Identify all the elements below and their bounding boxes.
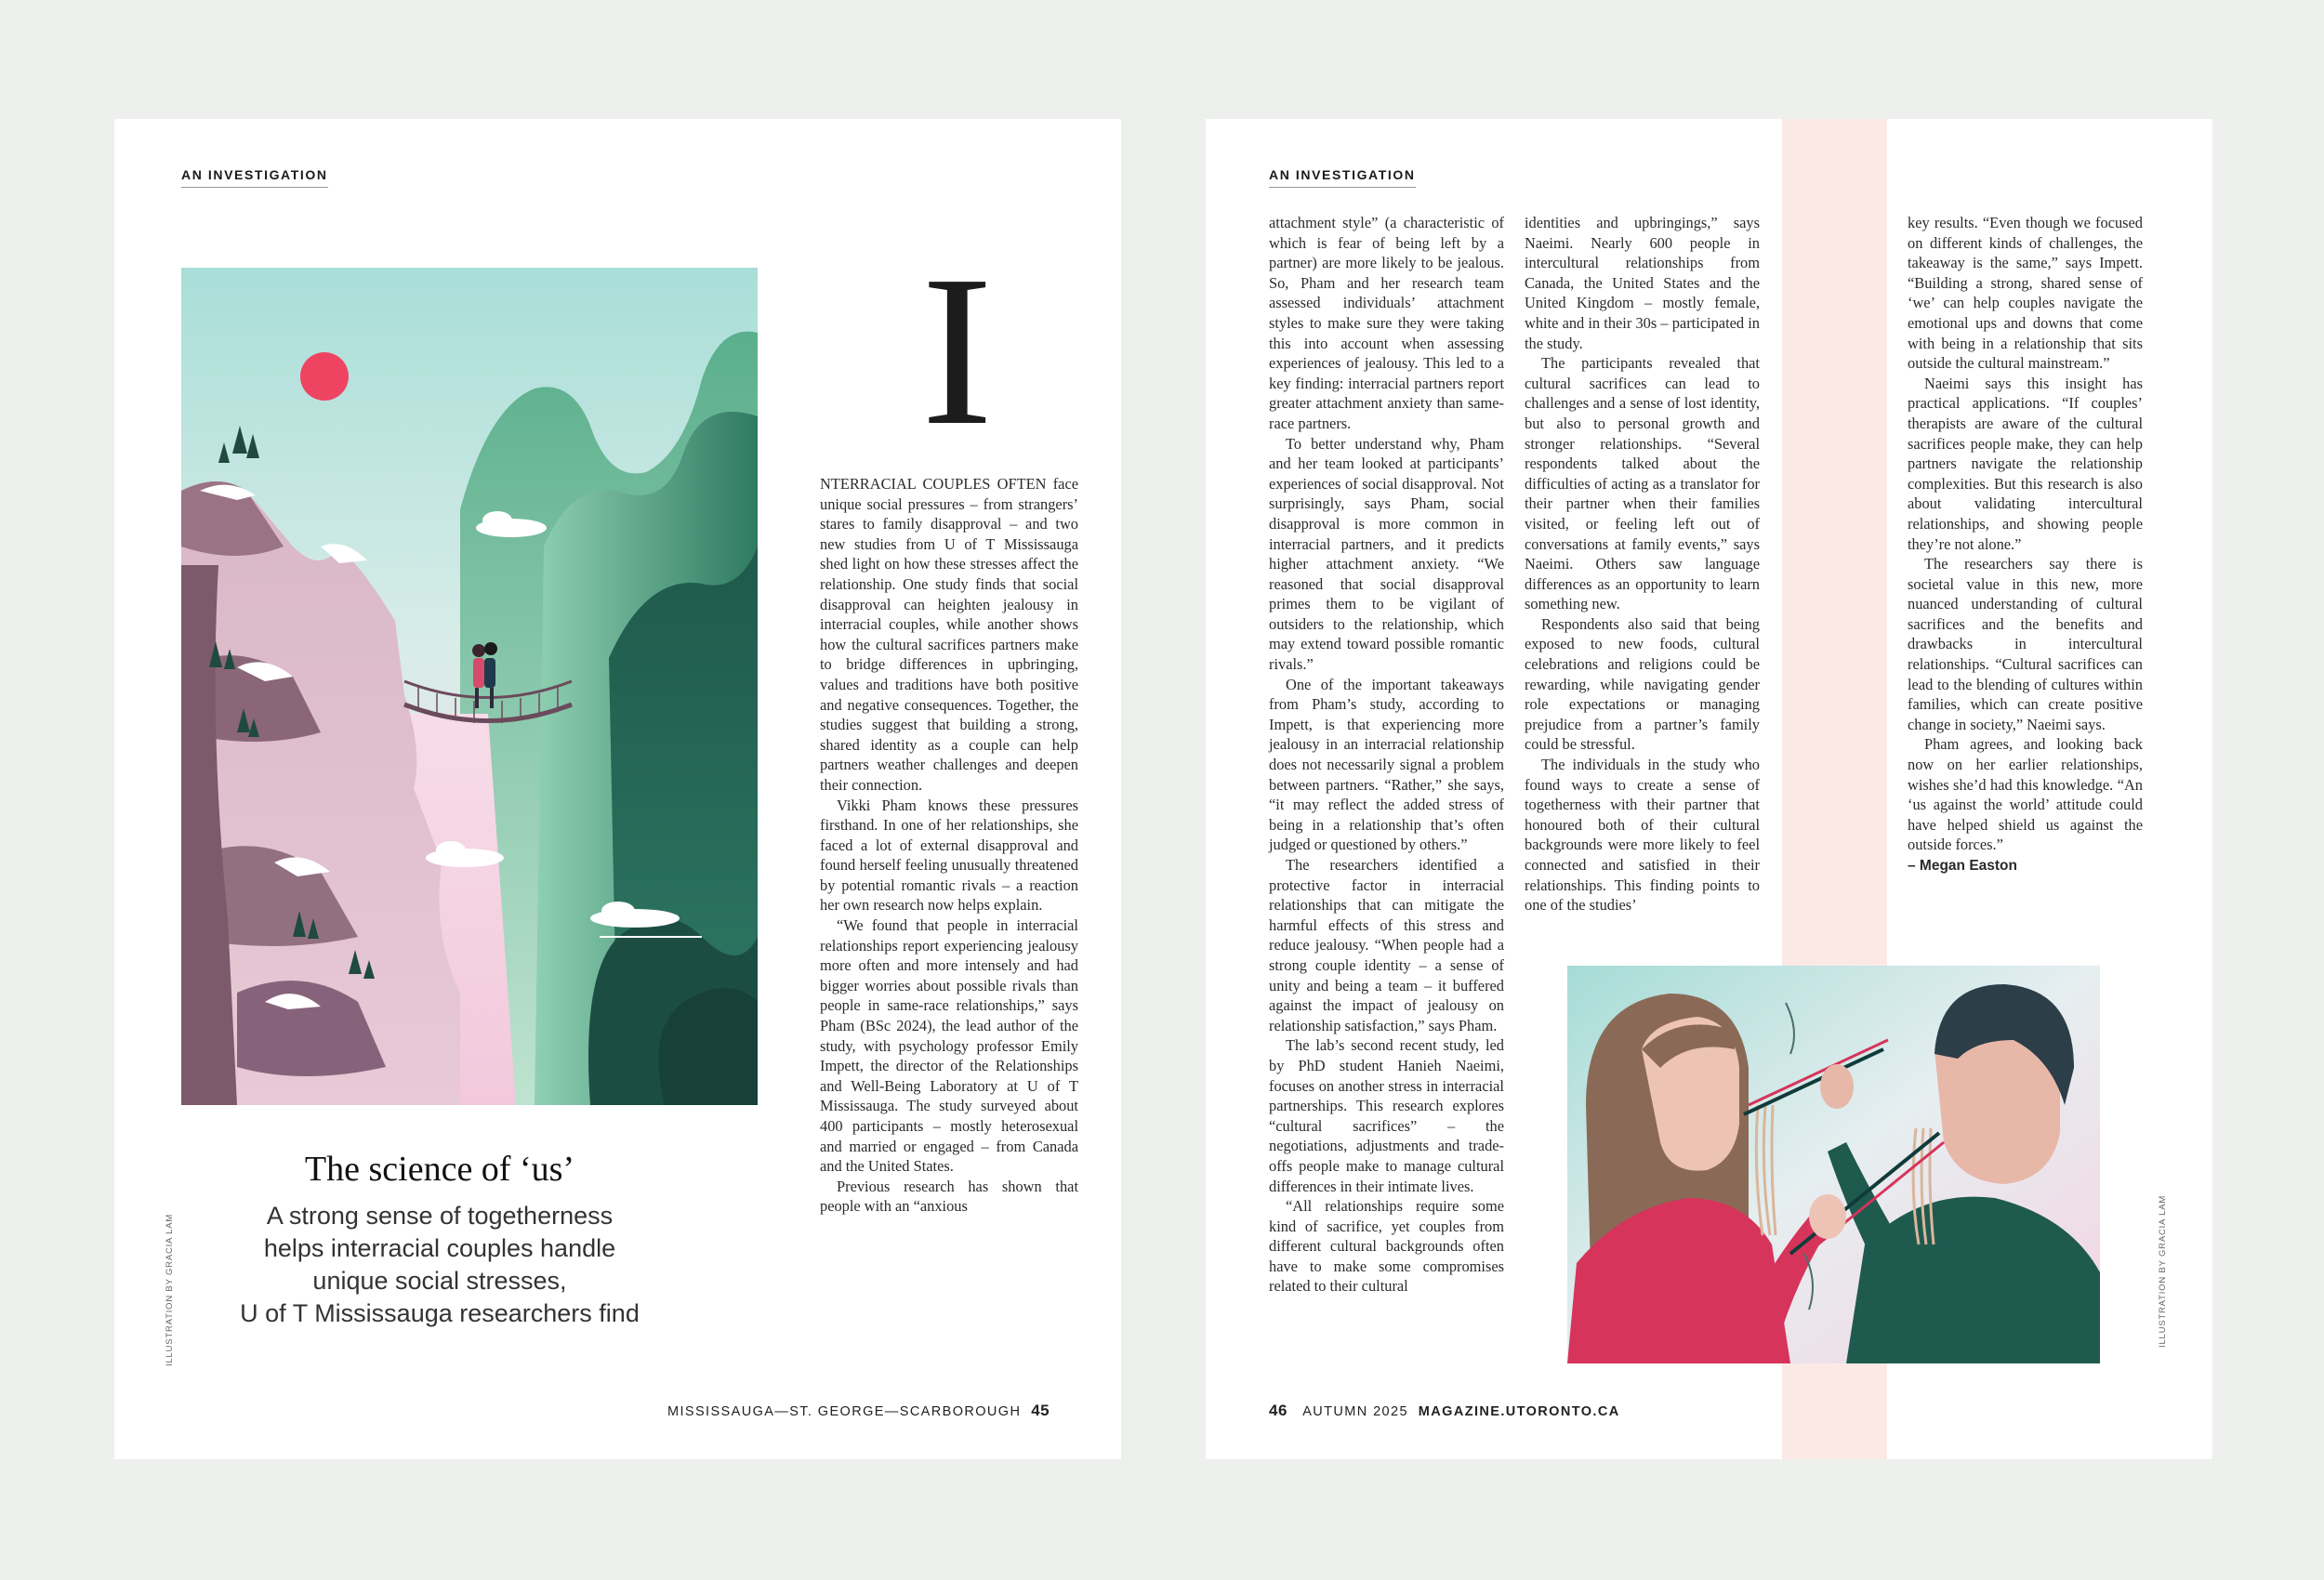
- paragraph: The researchers identified a protective factor in interracial relationships that can mitigate the harmful effects of this stress and reduce jealousy. “When people had a strong couple identity – a sense of unity and being a team – it buffered against the impact of jealousy on relationship satisfaction,” says Pham.: [1269, 856, 1504, 1034]
- magazine-page-right: [1206, 119, 2212, 1459]
- article-body-column: [820, 474, 1078, 1217]
- byline: – Megan Easton: [1908, 858, 2017, 874]
- paragraph: “All relationships require some kind of sacrifice, yet couples from different cultural backgrounds often have to make some compromises related to their cultural: [1269, 1197, 1504, 1296]
- paragraph: key results. “Even though we focused on different kinds of challenges, the takeaway is the same,” says Impett. “Building a strong, shared sense of ‘we’ can help couples navigate the emotional ups and downs that come with being in a relationship that sits outside the cultural mainstream.”: [1908, 214, 2143, 373]
- folio: [667, 1402, 1050, 1420]
- article-body-column-1: [1269, 213, 1504, 1297]
- section-label: AN INVESTIGATION: [1269, 167, 1416, 188]
- issue-date: AUTUMN 2025: [1302, 1404, 1408, 1419]
- paragraph: The individuals in the study who found ways to create a sense of togetherness with their partner that honoured both of their cultural backgrounds were more likely to feel connected and satisfied in their relationships. This finding points to one of the studies’: [1525, 756, 1760, 915]
- illustration-credit: ILLUSTRATION BY GRACIA LAM: [165, 1213, 175, 1366]
- paragraph: NTERRACIAL COUPLES OFTEN face unique social pressures – from strangers’ stares to family disapproval – and two new studies from U of T Mississauga shed light on how these stresses affect the relationship. One study finds that social disapproval can heighten jealousy in interracial couples, while another shows how the cultural sacrifices partners make to bridge differences in upbringing, values and traditions have both positive and negative consequences. Together, the studies suggest that building a strong, shared identity as a couple can help partners weather challenges and deepen their connection.: [820, 475, 1078, 794]
- paragraph: “We found that people in interracial relationships report experiencing jealousy more often and more intensely and had bigger worries about possible rivals than people in same-race relationships,” says Pham (BSc 2024), the lead author of the study, with psychology professor Emily Impett, the director of the Relationships and Well-Being Laboratory at U of T Mississauga. The study surveyed about 400 participants – mostly heterosexual and married or engaged – from Canada and the United States.: [820, 916, 1078, 1176]
- paragraph: identities and upbringings,” says Naeimi. Nearly 600 people in intercultural relationships from Canada, the United States and the United Kingdom – mostly female, white and in their 30s – participated in the study.: [1525, 214, 1760, 352]
- page-number: 46: [1269, 1402, 1287, 1419]
- sun-icon: [300, 352, 349, 401]
- article-body-column-3: [1908, 213, 2143, 876]
- paragraph: Pham agrees, and looking back now on her earlier relationships, wishes she’d had this knowledge. “An ‘us against the world’ attitude could have helped shield us against the outside forces.”: [1908, 735, 2143, 854]
- illustration-mountain-bridge: [181, 268, 758, 1105]
- paragraph: The lab’s second recent study, led by PhD student Hanieh Naeimi, focuses on another stress in interracial partnerships. This research explores “cultural sacrifices” – the negotiations, adjustments and trade-offs people make to manage cultural differences in their intimate lives.: [1269, 1036, 1504, 1195]
- paragraph: To better understand why, Pham and her team looked at participants’ experiences of social disapproval. Not surprisingly, says Pham, social disapproval is more common in interracial partners, and it predicts higher attachment anxiety. “We reasoned that social disapproval primes them to be vigilant of outsiders to the relationship, which may extend toward possible romantic rivals.”: [1269, 434, 1504, 674]
- paragraph: The researchers say there is societal value in this new, more nuanced understanding of cultural sacrifices and the benefits and drawbacks in intercultural relationships. “Cultural sacrifices can lead to the blending of cultures within families, which can create positive change in society,” Naeimi says.: [1908, 555, 2143, 733]
- paragraph: Respondents also said that being exposed to new foods, cultural celebrations and religions could be rewarding, while navigating gender role expectations or managing prejudice from a partner’s family could be stressful.: [1525, 614, 1760, 754]
- paragraph: Previous research has shown that people with an “anxious: [820, 1177, 1078, 1216]
- section-label: AN INVESTIGATION: [181, 167, 328, 188]
- article-headline: The science of ‘us’: [304, 1150, 575, 1189]
- deck-line: A strong sense of togetherness: [266, 1202, 614, 1230]
- deck-line: U of T Mississauga researchers find: [240, 1299, 640, 1327]
- illustration-couple-noodles: [1567, 966, 2100, 1363]
- folio: [1269, 1402, 1620, 1420]
- folio-text: MISSISSAUGA—ST. GEORGE—SCARBOROUGH: [667, 1404, 1022, 1419]
- magazine-page-left: [114, 119, 1121, 1459]
- paragraph: The participants revealed that cultural sacrifices can lead to challenges and a sense of lost identity, but also to personal growth and stronger relationships. “Several respondents talked about the difficulties of acting as a translator for their partner when their families visited, or feeling left out of conversations at family events,” says Naeimi. Others saw language differences as an opportunity to learn something new.: [1525, 354, 1760, 613]
- paragraph: One of the important takeaways from Pham’s study, according to Impett, is that experiencing more jealousy in an interracial relationship does not necessarily signal a problem between partners. “Rather,” she says, “it may reflect the added stress of being in a relationship that’s often judged or questioned by others.”: [1269, 675, 1504, 854]
- illustration-credit: ILLUSTRATION BY GRACIA LAM: [2158, 1194, 2168, 1348]
- paragraph: attachment style” (a characteristic of which is fear of being left by a partner) are more likely to be jealous. So, Pham and her research team assessed individuals’ attachment styles to make sure they were taking this into account when assessing experiences of jealousy. This led to a key finding: interracial partners report greater attachment anxiety than same-race partners.: [1269, 214, 1504, 432]
- article-body-column-2: [1525, 213, 1760, 915]
- article-deck: [152, 1200, 728, 1330]
- deck-line: unique social stresses,: [312, 1267, 567, 1295]
- drop-cap: I: [921, 231, 994, 470]
- page-number: 45: [1031, 1402, 1050, 1419]
- paragraph: Naeimi says this insight has practical applications. “If couples’ therapists are aware of the cultural sacrifices people make, they can help partners navigate the relationship complexities. But this research is also about validating intercultural relationships, and showing people they’re not alone.”: [1908, 374, 2143, 553]
- website-link[interactable]: MAGAZINE.UTORONTO.CA: [1418, 1404, 1620, 1419]
- paragraph: Vikki Pham knows these pressures firsthand. In one of her relationships, she faced a lot of external disapproval and found herself feeling unusually threatened by potential romantic rivals – a reaction her own research now helps explain.: [820, 796, 1078, 915]
- deck-line: helps interracial couples handle: [263, 1234, 616, 1262]
